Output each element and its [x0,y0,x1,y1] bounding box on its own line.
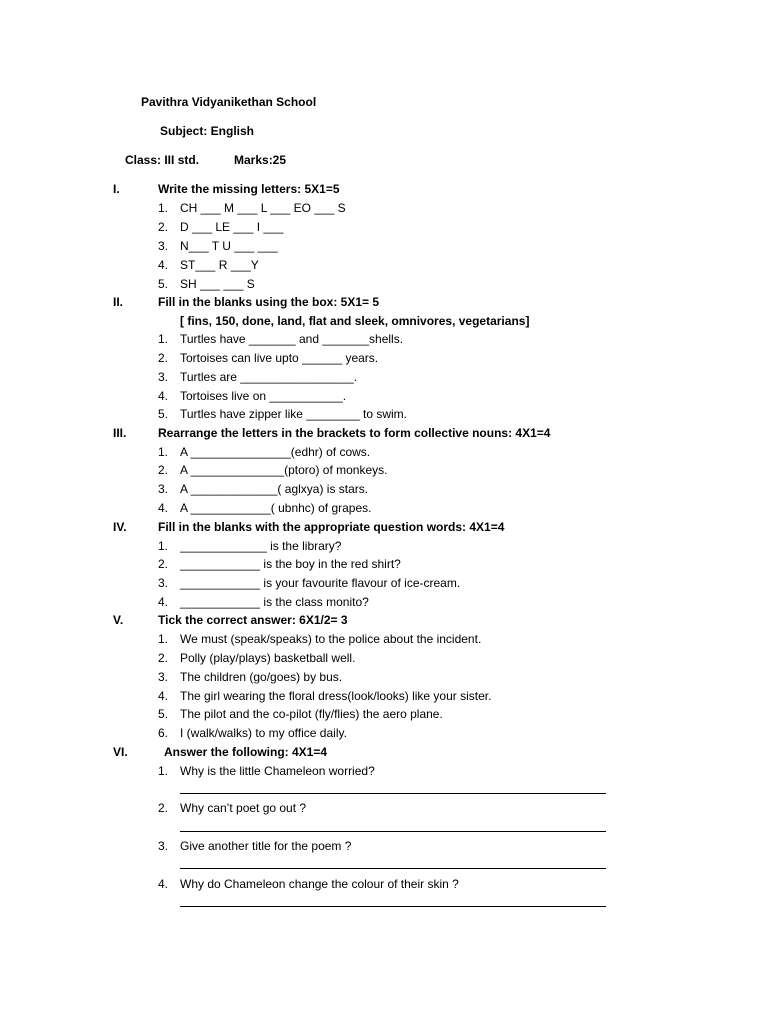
list-item: Turtles have zipper like ________ to swim. [180,407,408,421]
item-number: 3. [157,370,168,384]
item-number: 4. [157,389,168,403]
section-title: Answer the following: 4X1=4 [164,745,328,759]
item-number: 3. [157,670,168,684]
item-number: 1. [157,764,168,778]
list-item: Tortoises live on ___________. [180,389,347,403]
answer-line[interactable] [180,906,606,907]
list-item: A _______________(edhr) of cows. [180,445,371,459]
list-item: ____________ is the boy in the red shirt? [180,557,401,571]
section-title: Rearrange the letters in the brackets to form collective nouns: 4X1=4 [158,426,551,440]
list-item: N___ T U ___ ___ [180,239,278,253]
question-item: Why can’t poet go out ? [180,801,307,815]
section-numeral: I. [113,182,120,196]
item-number: 3. [157,482,168,496]
item-number: 2. [157,220,168,234]
list-item: A ______________(ptoro) of monkeys. [180,463,388,477]
item-number: 4. [157,595,168,609]
item-number: 3. [157,239,168,253]
school-name: Pavithra Vidyanikethan School [141,95,317,109]
list-item: SH ___ ___ S [180,277,255,291]
list-item: _____________ is the library? [180,539,342,553]
list-item: Turtles have _______ and _______shells. [180,332,404,346]
item-number: 1. [157,201,168,215]
list-item: The children (go/goes) by bus. [180,670,343,684]
item-number: 1. [157,332,168,346]
item-number: 6. [157,726,168,740]
item-number: 2. [157,557,168,571]
list-item: A ____________( ubnhc) of grapes. [180,501,372,515]
list-item: ____________ is your favourite flavour of ice-cream. [180,576,461,590]
section-numeral: VI. [113,745,128,759]
list-item: D ___ LE ___ I ___ [180,220,284,234]
question-item: Give another title for the poem ? [180,839,352,853]
class-label: Class: III std. [125,153,200,167]
item-number: 2. [157,651,168,665]
answer-line[interactable] [180,793,606,794]
section-numeral: III. [113,426,127,440]
list-item: ST___ R ___Y [180,258,259,272]
item-number: 5. [157,277,168,291]
section-title: Fill in the blanks using the box: 5X1= 5 [158,295,380,309]
section-title: Fill in the blanks with the appropriate question words: 4X1=4 [158,520,505,534]
section-title: Write the missing letters: 5X1=5 [158,182,340,196]
item-number: 4. [157,689,168,703]
item-number: 5. [157,707,168,721]
list-item: The girl wearing the floral dress(look/looks) like your sister. [180,689,492,703]
list-item: I (walk/walks) to my office daily. [180,726,347,740]
item-number: 4. [157,877,168,891]
item-number: 3. [157,576,168,590]
answer-line[interactable] [180,831,606,832]
item-number: 2. [157,801,168,815]
section-numeral: IV. [113,520,127,534]
subject-label: Subject: English [160,124,255,138]
item-number: 5. [157,407,168,421]
list-item: We must (speak/speaks) to the police about the incident. [180,632,482,646]
item-number: 1. [157,445,168,459]
item-number: 2. [157,351,168,365]
list-item: A _____________( aglxya) is stars. [180,482,369,496]
list-item: Tortoises can live upto ______ years. [180,351,379,365]
marks-label: Marks:25 [234,153,287,167]
item-number: 3. [157,839,168,853]
item-number: 2. [157,463,168,477]
section-numeral: V. [113,613,124,627]
question-item: Why is the little Chameleon worried? [180,764,375,778]
list-item: CH ___ M ___ L ___ EO ___ S [180,201,346,215]
answer-line[interactable] [180,868,606,869]
item-number: 4. [157,258,168,272]
list-item: Turtles are _________________. [180,370,358,384]
section-numeral: II. [113,295,124,309]
section-title: Tick the correct answer: 6X1/2= 3 [158,613,348,627]
item-number: 4. [157,501,168,515]
list-item: ____________ is the class monito? [180,595,369,609]
question-item: Why do Chameleon change the colour of their skin ? [180,877,459,891]
item-number: 1. [157,632,168,646]
item-number: 1. [157,539,168,553]
list-item: The pilot and the co-pilot (fly/flies) the aero plane. [180,707,443,721]
word-box: [ fins, 150, done, land, flat and sleek, omnivores, vegetarians] [180,314,530,328]
list-item: Polly (play/plays) basketball well. [180,651,356,665]
